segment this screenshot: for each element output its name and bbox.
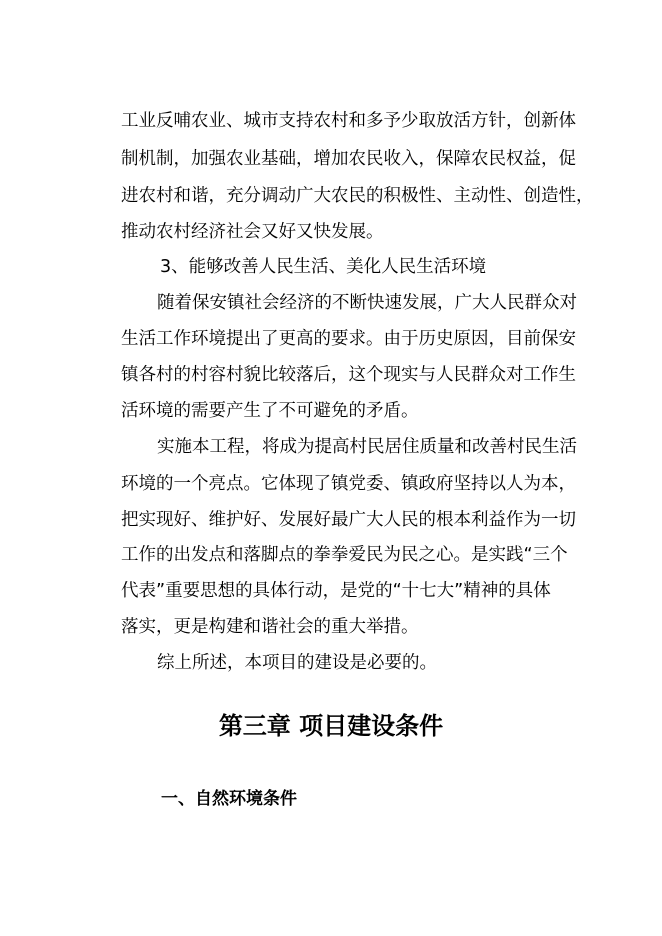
paragraph-line: 随着保安镇社会经济的不断快速发展，广大人民群众对	[157, 293, 577, 313]
section-heading: 一、自然环境条件	[161, 789, 297, 809]
paragraph-line: 综上所述，本项目的建设是必要的。	[157, 653, 437, 673]
chapter-title: 第三章 项目建设条件	[218, 711, 444, 740]
paragraph-line: 工业反哺农业、城市支持农村和多予少取放活方针，创新体	[121, 111, 576, 131]
paragraph-line: 生活工作环境提出了更高的要求。由于历史原因，目前保安	[121, 329, 576, 349]
paragraph-line: 把实现好、维护好、发展好最广大人民的根本利益作为一切	[121, 510, 576, 530]
paragraph-line: 活环境的需要产生了不可避免的矛盾。	[121, 401, 419, 421]
paragraph-line: 实施本工程，将成为提高村民居住质量和改善村民生活	[157, 437, 577, 457]
paragraph-line: 环境的一个亮点。它体现了镇党委、镇政府坚持以人为本，	[121, 474, 576, 494]
paragraph-line: 推动农村经济社会又好又快发展。	[121, 222, 384, 242]
paragraph-line: 进农村和谐，充分调动广大农民的积极性、主动性、创造性，	[121, 186, 594, 206]
paragraph-line: 落实，更是构建和谐社会的重大举措。	[121, 617, 419, 637]
list-item-heading: 3、能够改善人民生活、美化人民生活环境	[160, 257, 487, 277]
paragraph-line: 镇各村的村容村貌比较落后，这个现实与人民群众对工作生	[121, 365, 576, 385]
paragraph-line: 代表”重要思想的具体行动，是党的“十七大”精神的具体	[121, 581, 551, 601]
paragraph-line: 制机制，加强农业基础，增加农民收入，保障农民权益，促	[121, 149, 576, 169]
paragraph-line: 工作的出发点和落脚点的拳拳爱民为民之心。是实践“三个	[121, 545, 568, 565]
